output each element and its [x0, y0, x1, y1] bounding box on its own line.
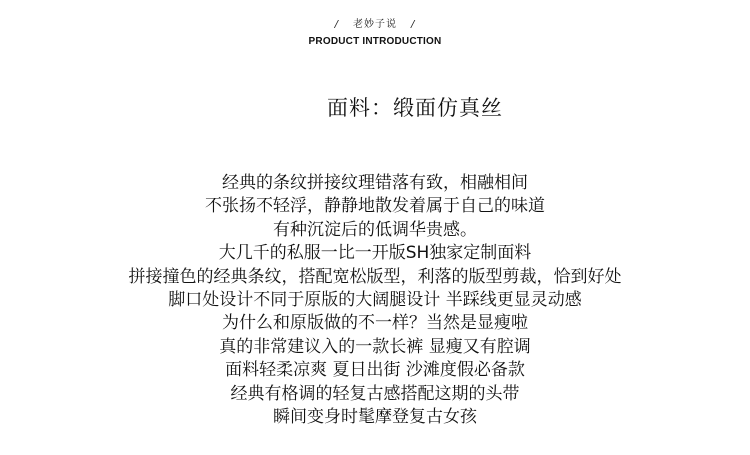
description-line: 有种沉淀后的低调华贵感。: [273, 219, 477, 240]
description-line: 脚口处设计不同于原版的大阔腿设计 半踩线更显灵动感: [168, 290, 582, 311]
description-line: 面料轻柔凉爽 夏日出街 沙滩度假必备款: [225, 360, 525, 381]
product-description: [0, 172, 750, 429]
header-title: 老妙子说: [353, 19, 397, 30]
description-line: 瞬间变身时髦摩登复古女孩: [273, 407, 477, 428]
header-title-row: [0, 18, 750, 32]
description-line: 真的非常建议入的一款长裤 显瘦又有腔调: [219, 336, 531, 357]
description-line: 拼接撞色的经典条纹，搭配宽松版型，利落的版型剪裁，恰到好处: [128, 266, 622, 287]
fabric-label: 面料：缎面仿真丝: [327, 96, 503, 120]
description-line: 为什么和原版做的不一样？当然是显瘦啦: [222, 313, 528, 334]
header-slash-right: /: [411, 19, 416, 30]
description-line: 不张扬不轻浮，静静地散发着属于自己的味道: [205, 196, 545, 217]
description-line: 大几千的私服一比一开版SH独家定制面料: [218, 243, 532, 264]
description-line: 经典有格调的轻复古感搭配这期的头带: [230, 383, 520, 404]
header-slash-left: /: [334, 19, 339, 30]
product-intro-header: [0, 18, 750, 48]
header-subtitle: PRODUCT INTRODUCTION: [308, 36, 442, 47]
description-line: 经典的条纹拼接纹理错落有致，相融相间: [222, 173, 528, 193]
